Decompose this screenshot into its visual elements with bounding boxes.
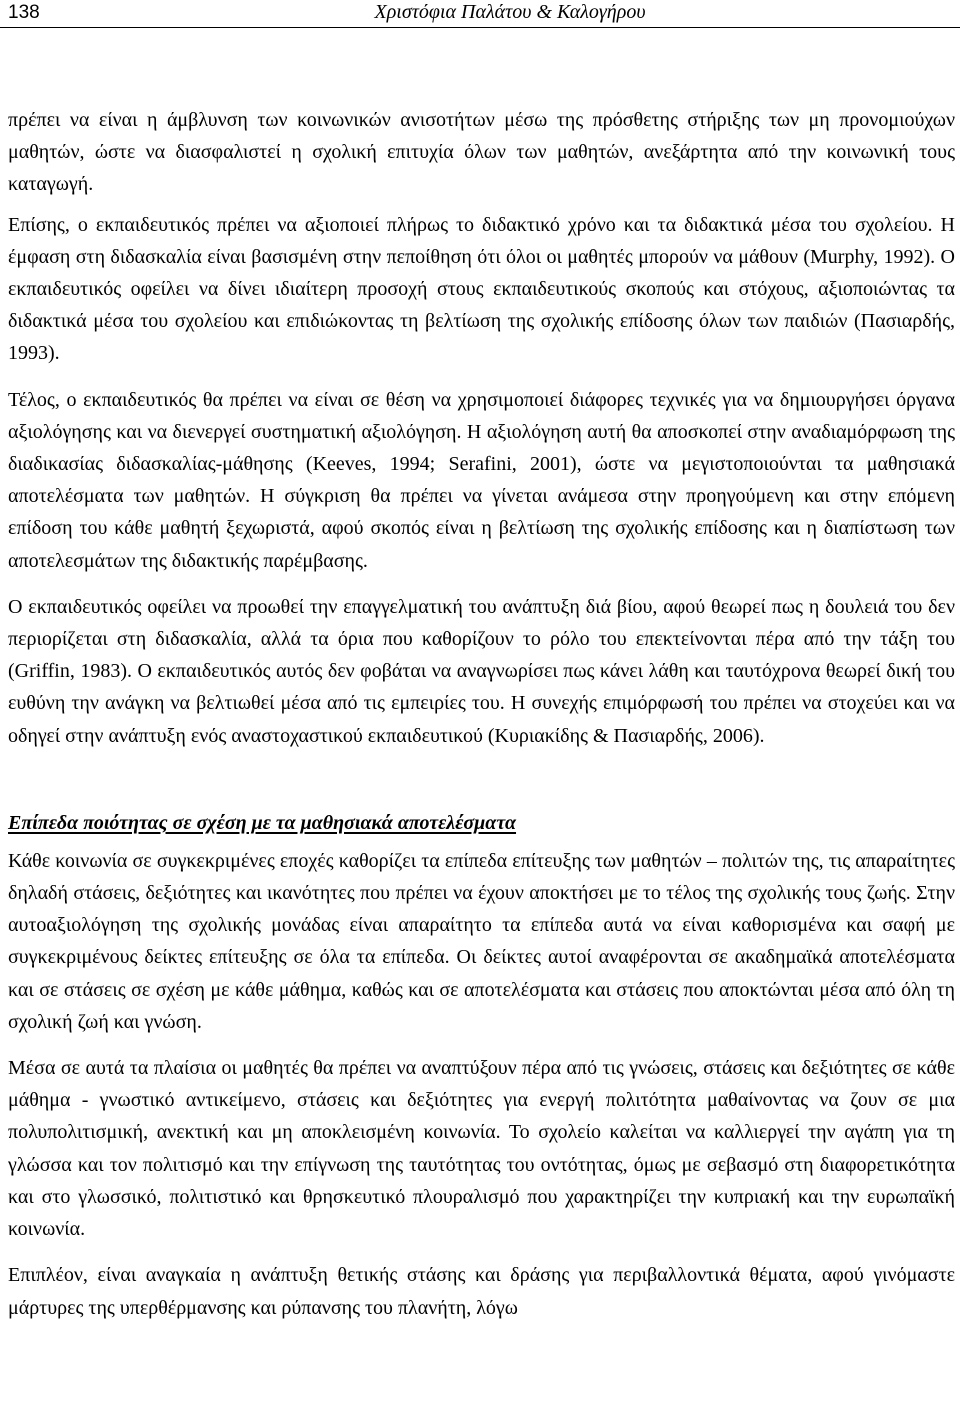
page-header xyxy=(0,0,960,28)
paragraph-5: Κάθε κοινωνία σε συγκεκριμένες εποχές καθορίζει τα επίπεδα επίτευξης των μαθητών – πολιτών της, τις απαραίτητες δηλαδή στάσεις, δεξιότητες και ικανότητες που πρέπει να έχουν αποκτήσει με το τέλος της σχολικής τους ζωής. Στην αυτοαξιολόγηση της σχολικής μονάδας είναι απαραίτητο τα επίπεδα αυτά να είναι καθορισμένα και σαφή με συγκεκριμένους δείκτες επίτευξης σε όλα τα επίπεδα. Οι δείκτες αυτοί αναφέρονται σε ακαδημαϊκά αποτελέσματα και σε στάσεις σε σχέση με κάθε μάθημα, καθώς και σε αποτελέσματα και στάσεις που αποκτώνται μέσα από όλη τη σχολική ζωή και γνώση. xyxy=(8,849,955,1033)
page-body xyxy=(8,104,955,1324)
paragraph-1: πρέπει να είναι η άμβλυνση των κοινωνικών ανισοτήτων μέσω της πρόσθετης στήριξης των μη προνομιούχων μαθητών, ώστε να διασφαλιστεί η σχολική επιτυχία όλων των μαθητών, ανεξάρτητα από την κοινωνική τους καταγωγή. xyxy=(8,109,955,196)
paragraph-4: Ο εκπαιδευτικός οφείλει να προωθεί την επαγγελματική του ανάπτυξη διά βίου, αφού θεωρεί πως η δουλειά του δεν περιορίζεται στη διδασκαλία, αλλά τα όρια που καθορίζουν το ρόλο του επεκτείνονται πέρα από την τάξη του (Griffin, 1983). Ο εκπαιδευτικός αυτός δεν φοβάται να αναγνωρίσει πως κάνει λάθη και ταυτόχρονα θεωρεί δική του ευθύνη την ανάγκη να βελτιωθεί μέσα από τις εμπειρίες του. Η συνεχής επιμόρφωσή του πρέπει να στοχεύει και να οδηγεί στην ανάπτυξη ενός αναστοχαστικού εκπαιδευτικού (Κυριακίδης & Πασιαρδής, 2006). xyxy=(8,595,955,747)
section-heading: Επίπεδα ποιότητας σε σχέση με τα μαθησιακά αποτελέσματα xyxy=(8,811,517,834)
paragraph-2: Επίσης, ο εκπαιδευτικός πρέπει να αξιοποιεί πλήρως το διδακτικό χρόνο και τα διδακτικά μέσα του σχολείου. Η έμφαση στη διδασκαλία είναι βασισμένη στην πεποίθηση ότι όλοι οι μαθητές μπορούν να μάθουν (Murphy, 1992). Ο εκπαιδευτικός οφείλει να δίνει ιδιαίτερη προσοχή στους εκπαιδευτικούς σκοπούς και στόχους, αξιοποιώντας τα διδακτικά μέσα του σχολείου και επιδιώκοντας τη βελτίωση της σχολικής επίδοσης όλων των παιδιών (Πασιαρδής, 1993). xyxy=(8,213,955,365)
paragraph-7: Επιπλέον, είναι αναγκαία η ανάπτυξη θετικής στάσης και δράσης για περιβαλλοντικά θέματα, αφού γινόμαστε μάρτυρες της υπερθέρμανσης και ρύπανσης του πλανήτη, λόγω xyxy=(8,1264,955,1319)
paragraph-3: Τέλος, ο εκπαιδευτικός θα πρέπει να είναι σε θέση να χρησιμοποιεί διάφορες τεχνικές για να δημιουργήσει όργανα αξιολόγησης και να διενεργεί συστηματική αξιολόγηση. Η αξιολόγηση αυτή θα αποσκοπεί στην αναδιαμόρφωση της διαδικασίας διδασκαλίας-μάθησης (Keeves, 1994; Serafini, 2001), ώστε να μεγιστοποιούνται τα μαθησιακά αποτελέσματα των μαθητών. Η σύγκριση θα πρέπει να γίνεται ανάμεσα στην προηγούμενη και στην επόμενη επίδοση του κάθε μαθητή ξεχωριστά, αφού σκοπός είναι η βελτίωση της σχολικής επίδοσης και η διαπίστωση των αποτελεσμάτων της διδακτικής παρέμβασης. xyxy=(8,388,955,572)
page-number: 138 xyxy=(8,2,40,23)
paragraph-6: Μέσα σε αυτά τα πλαίσια οι μαθητές θα πρέπει να αναπτύξουν πέρα από τις γνώσεις, στάσεις και δεξιότητες σε κάθε μάθημα - γνωστικό αντικείμενο, στάσεις και δεξιότητες για ενεργή πολιτότητα μαθαίνοντας να ζουν σε μια πολυπολιτισμική, ανεκτική και μη αποκλεισμένη κοινωνία. Το σχολείο καλείται να καλλιεργεί την αγάπη για τη γλώσσα και τον πολιτισμό και την επίγνωση της ταυτότητας του οντότητας, όμως με σεβασμό στη διαφορετικότητα και στο γλωσσικό, πολιτιστικό και θρησκευτικό πλουραλισμό που χαρακτηρίζει την κυπριακή και την ευρωπαϊκή κοινωνία. xyxy=(8,1057,955,1241)
running-head: Χριστόφια Παλάτου & Καλογήρου xyxy=(374,1,646,23)
